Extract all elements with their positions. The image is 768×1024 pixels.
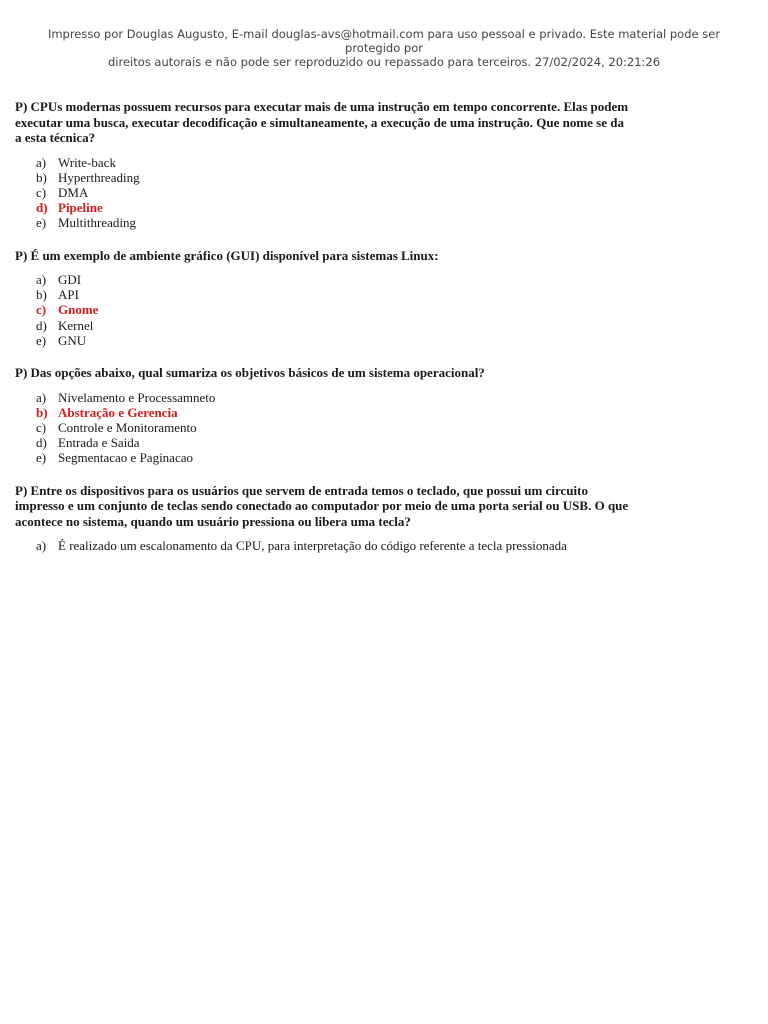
question-line: impresso e um conjunto de teclas sendo conectado ao computador por meio de uma porta serial ou USB. O que [15,498,629,514]
answer-options [15,155,665,231]
option-letter: b) [36,404,48,420]
option-c [36,420,665,435]
option-e [36,450,665,465]
question-line: P) Entre os dispositivos para os usuários que servem de entrada temos o teclado, que possui um circuito [15,482,588,498]
option-letter: b) [36,169,47,185]
question-text [15,248,665,264]
option-a [36,272,665,287]
watermark-line-2: direitos autorais e não pode ser reproduzido ou repassado para terceiros. 27/02/2024, 20:21:26 [107,55,661,69]
question-text [15,365,665,381]
option-text: Entrada e Saida [58,435,140,451]
option-letter: e) [36,450,47,466]
question-line: executar uma busca, executar decodificação e simultaneamente, a execução de uma instrução. Que nome se da [15,114,624,130]
option-letter: e) [36,332,47,348]
question-text [15,483,665,530]
option-text: Nivelamento e Processamneto [58,389,216,405]
answer-options [15,390,665,466]
print-watermark [30,27,738,69]
option-letter: a) [36,272,47,288]
option-letter: d) [36,435,47,451]
option-letter: c) [36,302,47,318]
question-line: P) Das opções abaixo, qual sumariza os objetivos básicos de um sistema operacional? [15,365,485,381]
option-text: É realizado um escalonamento da CPU, para interpretação do código referente a tecla pressionada [58,538,567,554]
watermark-line-1: Impresso por Douglas Augusto, E-mail douglas-avs@hotmail.com para uso pessoal e privado. Este material pode ser protegido por [47,27,721,55]
document-page [15,99,665,559]
option-text: Abstração e Gerencia [58,404,178,420]
option-b-correct [36,405,665,420]
option-text: Multithreading [58,215,136,231]
question-linux-gui [15,248,665,349]
question-text [15,99,665,146]
option-b [36,287,665,302]
question-keyboard-event [15,483,665,554]
option-letter: e) [36,215,47,231]
option-text: Segmentacao e Paginacao [58,450,193,466]
option-text: Hyperthreading [58,169,140,185]
option-text: GNU [58,332,87,348]
option-text: Write-back [58,154,116,170]
question-line: P) CPUs modernas possuem recursos para executar mais de uma instrução em tempo concorrente. Elas podem [15,99,629,114]
question-line: a esta técnica? [15,130,96,145]
question-cpu-technique [15,99,665,231]
option-text: DMA [58,184,89,200]
option-letter: c) [36,419,47,435]
option-d [36,318,665,333]
option-letter: b) [36,287,47,303]
option-e [36,215,665,230]
option-text: Kernel [58,317,94,333]
question-line: P) É um exemplo de ambiente gráfico (GUI) disponível para sistemas Linux: [15,247,439,263]
option-text: Gnome [58,302,99,318]
option-d-correct [36,200,665,215]
option-letter: d) [36,200,48,216]
option-letter: a) [36,154,47,170]
question-line: acontece no sistema, quando um usuário pressiona ou libera uma tecla? [15,513,411,529]
blank-page-area [0,557,768,1024]
option-a [36,155,665,170]
option-text: GDI [58,272,82,288]
option-text: Controle e Monitoramento [58,419,197,435]
option-text: API [58,287,79,303]
question-os-objectives [15,365,665,466]
answer-options [15,538,665,553]
option-letter: a) [36,538,47,554]
answer-options [15,272,665,348]
option-c [36,185,665,200]
option-letter: a) [36,389,47,405]
option-b [36,170,665,185]
option-d [36,435,665,450]
option-e [36,333,665,348]
option-letter: c) [36,184,47,200]
option-a [36,538,665,553]
option-a [36,390,665,405]
option-c-correct [36,302,665,317]
option-text: Pipeline [58,200,103,216]
option-letter: d) [36,317,47,333]
